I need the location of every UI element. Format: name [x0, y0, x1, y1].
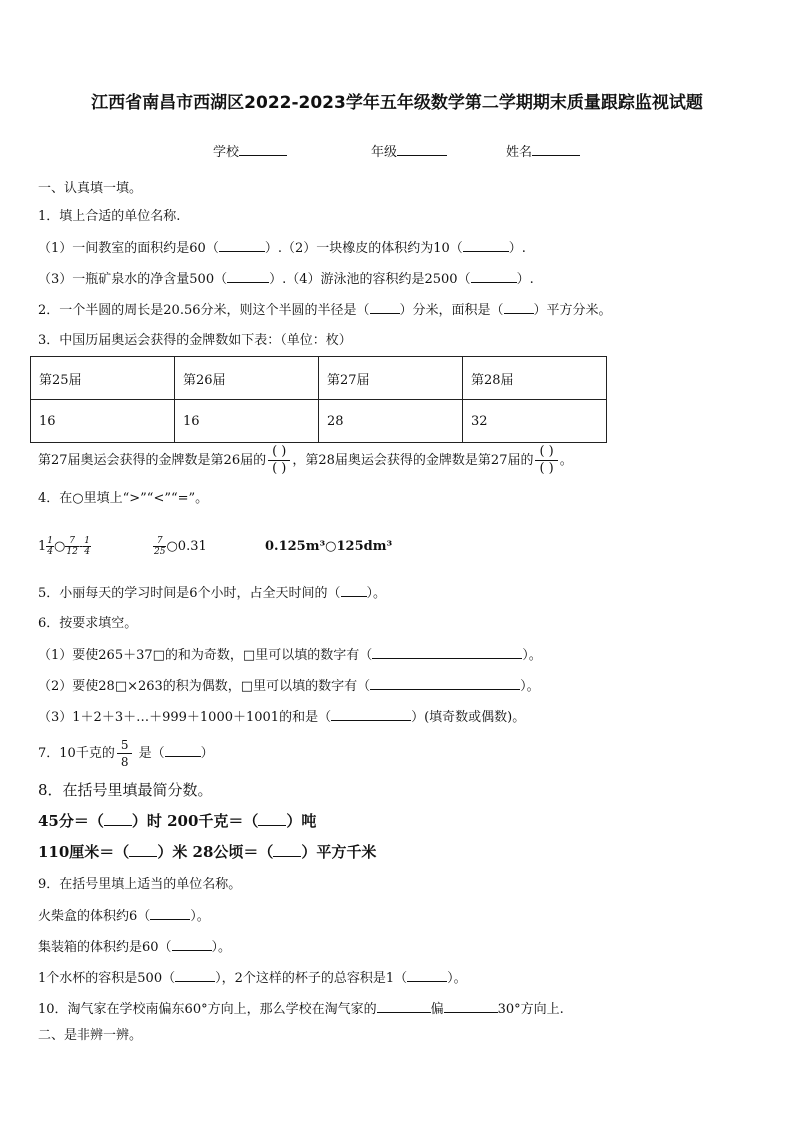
- q4-expr-2: $\frac{7}{25}$ ○0.31: [154, 536, 207, 557]
- grade-blank[interactable]: [397, 143, 447, 156]
- q6-line3: （3）1＋2＋3＋…＋999＋1000＋1001的和是（ ）(填奇数或偶数)。: [38, 710, 526, 725]
- q1-stem: 1．填上合适的单位名称.: [38, 209, 181, 224]
- table-row: [31, 400, 607, 443]
- q1-blank-4[interactable]: [471, 270, 517, 283]
- table-cell: 28: [319, 400, 463, 443]
- q9-line3: 1个水杯的容积是500（ ），2个这样的杯子的总容积是1（ ）。: [38, 971, 467, 986]
- page-title: 江西省南昌市西湖区2022-2023学年五年级数学第二学期期末质量跟踪监视试题: [91, 93, 703, 113]
- q1-blank-1[interactable]: [219, 239, 265, 252]
- q3-fraction-2[interactable]: $\frac{( )}{( )}$: [535, 444, 557, 477]
- q10: 10．淘气家在学校南偏东60°方向上，那么学校在淘气家的 偏 30°方向上.: [38, 1002, 564, 1017]
- school-label: 学校: [213, 145, 240, 160]
- q8-line2: 110厘米＝（ ）米 28公顷＝（ ）平方千米: [38, 843, 377, 861]
- table-cell: 32: [463, 400, 607, 443]
- section1-heading: 一、认真填一填。: [38, 181, 143, 196]
- q1-blank-3[interactable]: [227, 270, 269, 283]
- grade-field: [371, 141, 447, 160]
- q8-blank-1[interactable]: [104, 813, 132, 826]
- q9-line2: 集装箱的体积约是60（ ）。: [38, 940, 232, 955]
- q9-blank-4[interactable]: [407, 969, 447, 982]
- q8-blank-2[interactable]: [258, 813, 286, 826]
- q7-blank[interactable]: [165, 744, 201, 757]
- q9-blank-1[interactable]: [150, 907, 190, 920]
- school-field: [213, 141, 287, 160]
- q8-blank-4[interactable]: [273, 844, 301, 857]
- table-header-row: [31, 357, 607, 400]
- q1-line1: （1）一间教室的面积约是60（ ）.（2）一块橡皮的体积约为10（ ）.: [38, 241, 526, 256]
- name-field: [506, 141, 580, 160]
- q10-blank-2[interactable]: [444, 1000, 498, 1013]
- q1-blank-2[interactable]: [463, 239, 509, 252]
- q3-stem: 3．中国历届奥运会获得的金牌数如下表：（单位：枚）: [38, 333, 352, 348]
- q1-line2: （3）一瓶矿泉水的净含量500（ ）.（4）游泳池的容积约是2500（ ）.: [38, 272, 534, 287]
- q2: 2．一个半圆的周长是20.56分米，则这个半圆的半径是（ ）分米，面积是（ ）平方分米。: [38, 303, 612, 318]
- q6-stem: 6．按要求填空。: [38, 616, 138, 631]
- q6-blank-3[interactable]: [331, 708, 411, 721]
- q6-line1: （1）要使265＋37□的和为奇数，□里可以填的数字有（ ）。: [38, 648, 542, 663]
- q6-blank-2[interactable]: [370, 677, 520, 690]
- q6-blank-1[interactable]: [372, 646, 522, 659]
- name-blank[interactable]: [532, 143, 580, 156]
- q2-blank-area[interactable]: [504, 301, 534, 314]
- q10-blank-1[interactable]: [377, 1000, 431, 1013]
- q6-line2: （2）要使28□×263的积为偶数，□里可以填的数字有（ ）。: [38, 679, 540, 694]
- q2-blank-radius[interactable]: [370, 301, 400, 314]
- name-label: 姓名: [506, 145, 533, 160]
- section2-heading: 二、是非辨一辨。: [38, 1028, 143, 1043]
- table-header-cell: 第27届: [319, 357, 463, 400]
- medal-table: [30, 356, 607, 443]
- school-blank[interactable]: [239, 143, 287, 156]
- table-cell: 16: [31, 400, 175, 443]
- q4-circle-1[interactable]: ○: [54, 539, 66, 554]
- q5-blank[interactable]: [341, 584, 367, 597]
- table-header-cell: 第26届: [175, 357, 319, 400]
- grade-label: 年级: [371, 145, 398, 160]
- q9-blank-3[interactable]: [175, 969, 215, 982]
- q4-expr-1: 1 $\frac{1}{4}$ ○ $\frac{7}{12}$ - $\frac{1}{4}$: [38, 536, 90, 557]
- table-header-cell: 第28届: [463, 357, 607, 400]
- q9-line1: 火柴盒的体积约6（ ）。: [38, 909, 210, 924]
- q8-line1: 45分＝（ ）时 200千克＝（ ）吨: [38, 812, 317, 830]
- q8-stem: 8．在括号里填最简分数。: [38, 781, 213, 799]
- q8-blank-3[interactable]: [129, 844, 157, 857]
- q4-stem: 4．在○里填上“>”“<”“=”。: [38, 491, 209, 506]
- q9-stem: 9．在括号里填上适当的单位名称。: [38, 877, 242, 892]
- q3-question: 第27届奥运会获得的金牌数是第26届的 $\frac{( )}{( )}$ ，第28届奥运会获得的金牌数是第27届的 $\frac{( )}{( )}$ 。: [38, 444, 573, 476]
- q9-blank-2[interactable]: [172, 938, 212, 951]
- q5: 5．小丽每天的学习时间是6个小时，占全天时间的（ ）。: [38, 586, 387, 601]
- q4-expr-3[interactable]: 0.125m³○125dm³: [265, 539, 393, 554]
- q3-fraction-1[interactable]: $\frac{( )}{( )}$: [268, 444, 290, 477]
- q7: 7．10千克的 $\frac{5}{8}$ 是（ ）: [38, 738, 214, 769]
- table-cell: 16: [175, 400, 319, 443]
- table-header-cell: 第25届: [31, 357, 175, 400]
- q4-circle-2[interactable]: ○0.31: [166, 539, 207, 554]
